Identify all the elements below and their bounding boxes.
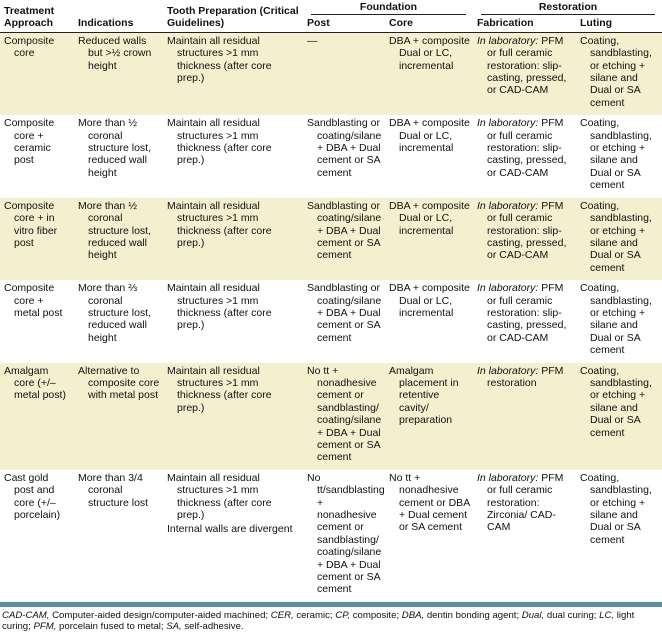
header-treatment: Treatment Approach	[0, 0, 74, 32]
cell-fabrication: In laboratory: PFM or full ceramic restoration: slip-casting, pressed, or CAD-CAM	[473, 280, 576, 362]
cell-luting: Coating, sandblasting, or etching + silane and Dual or SA cement	[576, 470, 662, 602]
footnote-term: Dual,	[521, 609, 545, 621]
cell-core: DBA + composite Dual or LC, incremental	[385, 115, 473, 197]
cell-fabrication: In laboratory: PFM or full ceramic restoration: Zirconia/ CAD-CAM	[473, 470, 576, 602]
table-row	[0, 32, 662, 115]
cell-fabrication: In laboratory: PFM or full ceramic restoration: slip-casting, pressed, or CAD-CAM	[473, 198, 576, 280]
footnote-definition: porcelain fused to metal;	[56, 621, 167, 633]
cell-luting: Coating, sandblasting, or etching + silane and Dual or SA cement	[576, 198, 662, 280]
cell-luting: Coating, sandblasting, or etching + silane and Dual or SA cement	[576, 115, 662, 197]
footnote-definition: Computer-aided design/computer-aided machined;	[49, 609, 271, 621]
footnote-term: CP,	[335, 609, 351, 621]
cell-post: Sandblasting or coating/silane + DBA + Dual cement or SA cement	[303, 280, 385, 362]
cell-approach: Composite core + in vitro fiber post	[0, 198, 74, 280]
footnote-term: PFM,	[33, 621, 57, 633]
footnote-definition: dentin bonding agent;	[424, 609, 522, 621]
footnote-term: SA,	[166, 621, 182, 633]
footnote-definition: ceramic;	[293, 609, 336, 621]
cell-prep: Maintain all residual structures >1 mm thickness (after core prep.)	[163, 280, 303, 362]
cell-indications: More than 3/4 coronal structure lost	[74, 470, 163, 602]
cell-post: —	[303, 32, 385, 115]
header-post: Post	[303, 17, 385, 32]
cell-prep: Maintain all residual structures >1 mm thickness (after core prep.)	[163, 198, 303, 280]
cell-prep: Maintain all residual structures >1 mm thickness (after core prep.)	[163, 115, 303, 197]
cell-indications: Reduced walls but >½ crown height	[74, 32, 163, 115]
footnote-definition: light curing;	[2, 609, 635, 633]
table-row	[0, 363, 662, 470]
cell-indications: More than ½ coronal structure lost, reduced wall height	[74, 198, 163, 280]
footnote-definition: composite;	[350, 609, 402, 621]
cell-indications: More than ⅔ coronal structure lost, reduced wall height	[74, 280, 163, 362]
cell-prep: Maintain all residual structures >1 mm thickness (after core prep.) Internal walls are divergent	[163, 470, 303, 602]
cell-fabrication: In laboratory: PFM or full ceramic restoration: slip-casting, pressed, or CAD-CAM	[473, 115, 576, 197]
cell-luting: Coating, sandblasting, or etching + silane and Dual or SA cement	[576, 280, 662, 362]
cell-approach: Composite core + metal post	[0, 280, 74, 362]
table-row	[0, 470, 662, 602]
header-restoration: Restoration	[473, 0, 662, 17]
cell-core: DBA + composite Dual or LC, incremental	[385, 198, 473, 280]
cell-indications: Alternative to composite core with metal post	[74, 363, 163, 470]
cell-post: No tt + nonadhesive cement or sandblasting/ coating/silane + DBA + Dual cement or SA cement	[303, 363, 385, 470]
cell-prep: Maintain all residual structures >1 mm thickness (after core prep.)	[163, 363, 303, 470]
header-prep: Tooth Preparation (Critical Guidelines)	[163, 0, 303, 32]
cell-post: No tt/sandblasting + nonadhesive cement or sandblasting/ coating/silane + DBA + Dual cement or SA cement	[303, 470, 385, 602]
cell-post: Sandblasting or coating/silane + DBA + Dual cement or SA cement	[303, 198, 385, 280]
cell-prep: Maintain all residual structures >1 mm thickness (after core prep.)	[163, 32, 303, 115]
cell-core: DBA + composite Dual or LC, incremental	[385, 32, 473, 115]
footnote-definition: dual curing;	[544, 609, 600, 621]
cell-core: DBA + composite Dual or LC, incremental	[385, 280, 473, 362]
cell-approach: Amalgam core (+/– metal post)	[0, 363, 74, 470]
cell-indications: More than ½ coronal structure lost, reduced wall height	[74, 115, 163, 197]
cell-luting: Coating, sandblasting, or etching + silane and Dual or SA cement	[576, 363, 662, 470]
footnote-term: CAD-CAM,	[2, 609, 50, 621]
header-fabrication: Fabrication	[473, 17, 576, 32]
cell-approach: Cast gold post and core (+/– porcelain)	[0, 470, 74, 602]
cell-approach: Composite core	[0, 32, 74, 115]
footnote-term: DBA,	[401, 609, 425, 621]
footnote-term: CER,	[270, 609, 294, 621]
header-indications: Indications	[74, 0, 163, 32]
footnote-term: LC,	[599, 609, 615, 621]
table-row	[0, 280, 662, 362]
header-foundation: Foundation	[303, 0, 473, 17]
cell-fabrication: In laboratory: PFM restoration	[473, 363, 576, 470]
header-luting: Luting	[576, 17, 662, 32]
table-row	[0, 115, 662, 197]
cell-core: No tt + nonadhesive cement or DBA + Dual cement or SA cement	[385, 470, 473, 602]
cell-approach: Composite core + ceramic post	[0, 115, 74, 197]
header-core: Core	[385, 17, 473, 32]
footnote-definition: self-adhesive.	[181, 621, 244, 633]
cell-post: Sandblasting or coating/silane + DBA + Dual cement or SA cement	[303, 115, 385, 197]
cell-fabrication: In laboratory: PFM or full ceramic restoration: slip-casting, pressed, or CAD-CAM	[473, 32, 576, 115]
footnote	[0, 607, 662, 633]
table-row	[0, 198, 662, 280]
cell-core: Amalgam placement in retentive cavity/ preparation	[385, 363, 473, 470]
cell-luting: Coating, sandblasting, or etching + silane and Dual or SA cement	[576, 32, 662, 115]
